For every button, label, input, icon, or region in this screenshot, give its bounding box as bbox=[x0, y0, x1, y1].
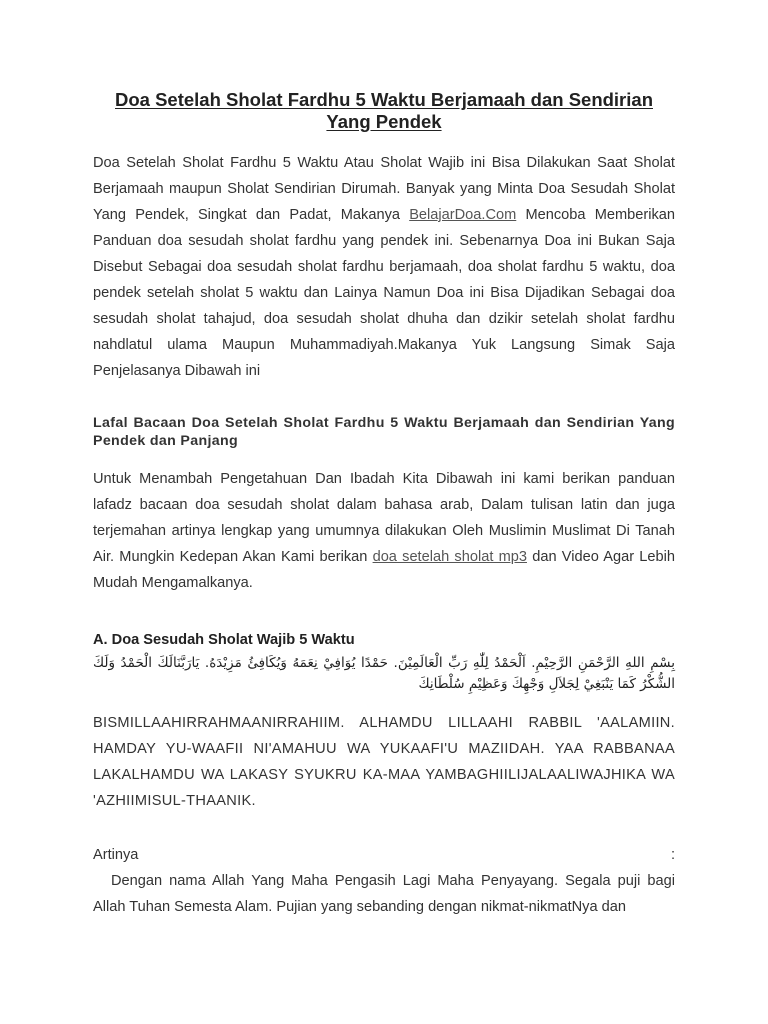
arabic-prayer-text: بِسْمِ اللهِ الرَّحْمَنِ الرَّحِيْمِ. اَلْحَمْدُ لِلّٰهِ رَبِّ الْعَالَمِيْنَ. حَمْدًا يُوَافِيْ نِعَمَهُ وَيُكَافِئُ مَزِيْدَهُ. يَارَبَّنَالَكَ الْحَمْدُ وَلَكَ الشُّكْرُ كَمَا يَنْبَغِيْ لِجَلاَلِ وَجْهِكَ وَعَظِيْمِ سُلْطَانِكَ bbox=[93, 655, 675, 692]
artinya-colon: : bbox=[670, 847, 675, 863]
intro-paragraph bbox=[93, 150, 675, 384]
intro-text-after-link: Mencoba Memberikan Panduan doa sesudah sholat fardhu yang pendek ini. Sebenarnya Doa ini Bukan Saja Disebut Sebagai doa sesudah sholat fardhu berjamaah, doa sholat fardhu 5 waktu, doa pendek setelah sholat 5 waktu dan Lainya Namun Doa ini Bisa Dijadikan Sebagai doa sesudah sholat tahajud, doa sesudah sholat dhuha dan dzikir setelah sholat fardhu nahdlatul ulama Maupun Muhammadiyah.Makanya Yuk Langsung Simak Saja Penjelasanya Dibawah ini bbox=[93, 207, 675, 379]
intro-text-before-link: Doa Setelah Sholat Fardhu 5 Waktu Atau Sholat Wajib ini Bisa Dilakukan Saat Sholat Berjamaah maupun Sholat Sendirian Dirumah. Banyak yang Minta Doa Sesudah Sholat Yang Pendek, Singkat dan Padat, Makanya bbox=[93, 155, 675, 223]
section-a-title: A. Doa Sesudah Sholat Wajib 5 Waktu bbox=[93, 632, 355, 648]
guide-text-before-link: Untuk Menambah Pengetahuan Dan Ibadah Kita Dibawah ini kami berikan panduan lafadz bacaan doa sesudah sholat dalam bahasa arab, Dalam tulisan latin dan juga terjemahan artinya lengkap yang umumnya dilakukan Oleh Muslimin Muslimat Di Tanah Air. Mungkin Kedepan Akan Kami berikan bbox=[93, 471, 675, 565]
section-subheading: Lafal Bacaan Doa Setelah Sholat Fardhu 5 Waktu Berjamaah dan Sendirian Yang Pendek dan Panjang bbox=[93, 415, 675, 449]
belajardoa-link[interactable]: BelajarDoa.Com bbox=[409, 207, 517, 223]
doa-mp3-link[interactable]: doa setelah sholat mp3 bbox=[372, 549, 527, 565]
guide-text-after-link: dan Video Agar Lebih Mudah Mengamalkanya. bbox=[93, 549, 676, 591]
latin-transliteration: BISMILLAAHIRRAHMAANIRRAHIIM. ALHAMDU LILLAAHI RABBIL 'AALAMIIN. HAMDAY YU-WAAFII NI'AMAHUU WA YUKAAFI'U MAZIIDAH. YAA RABBANAA LAKALHAMDU WA LAKASY SYUKRU KA-MAA YAMBAGHIILIJALAALIWAJHIKA WA 'AZHIIMISUL-THAANIK. bbox=[93, 715, 675, 809]
artinya-label-row bbox=[93, 842, 675, 868]
artinya-label: Artinya bbox=[93, 847, 139, 863]
page-title: Doa Setelah Sholat Fardhu 5 Waktu Berjamaah dan Sendirian Yang Pendek bbox=[115, 89, 653, 132]
translation-paragraph: Dengan nama Allah Yang Maha Pengasih Lagi Maha Penyayang. Segala puji bagi Allah Tuhan Semesta Alam. Pujian yang sebanding dengan nikmat-nikmatNya dan bbox=[93, 873, 675, 915]
guide-paragraph bbox=[93, 466, 675, 596]
